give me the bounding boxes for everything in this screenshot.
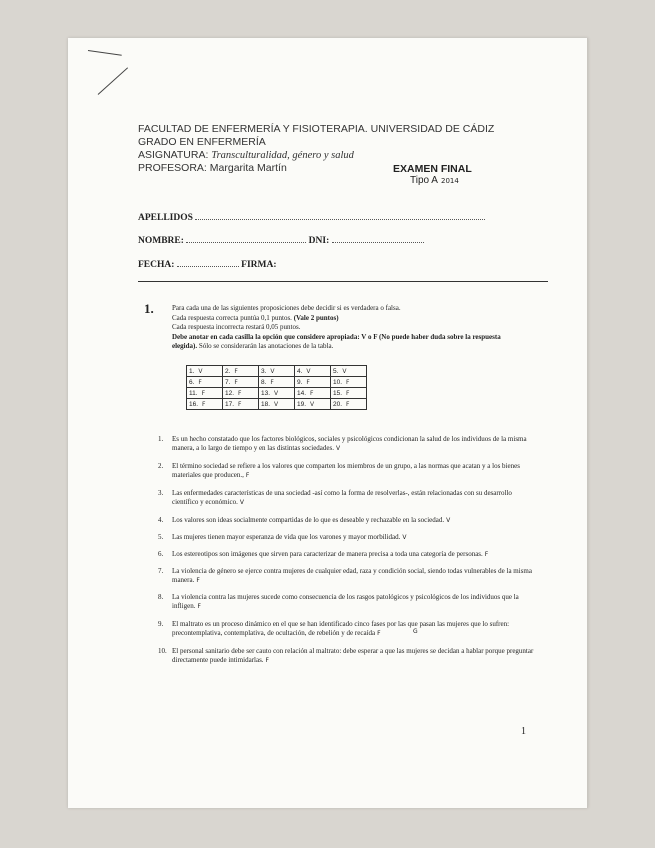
instruction-3: Cada respuesta incorrecta restará 0,05 puntos.	[172, 323, 301, 331]
statement-item	[158, 647, 534, 665]
instruction-4-bold: Debe anotar en cada casilla la opción que considere apropiada: V o F (No puede haber duda sobre la respuesta elegida).	[172, 332, 501, 350]
answer-cell[interactable]	[295, 388, 331, 399]
answer-cell-number: 4.	[297, 367, 303, 375]
statement-number: 8.	[158, 593, 164, 601]
answer-cell[interactable]	[259, 377, 295, 388]
statement-number: 2.	[158, 462, 164, 470]
subject-value: Transculturalidad, género y salud	[211, 150, 354, 161]
answer-cell[interactable]	[331, 399, 367, 410]
answer-cell-number: 1.	[189, 367, 195, 375]
statement-number: 10.	[158, 647, 167, 655]
answer-cell-number: 19.	[297, 400, 307, 408]
statement-number: 3.	[158, 489, 164, 497]
answer-cell-mark: F	[306, 378, 310, 386]
answer-cell-number: 17.	[225, 400, 235, 408]
answer-cell-mark: V	[342, 367, 347, 375]
answer-cell[interactable]	[223, 399, 259, 410]
statement-item	[158, 435, 534, 453]
statement-number: 6.	[158, 550, 164, 558]
answer-cell-number: 6.	[189, 378, 195, 386]
statement-handwritten-answer: F	[196, 577, 200, 584]
answer-cell[interactable]	[259, 399, 295, 410]
answer-cell-number: 16.	[189, 400, 199, 408]
statement-text: Los estereotipos son imágenes que sirven para caracterizar de manera precisa a toda una categoría de personas.	[172, 550, 483, 558]
answer-grid-row	[187, 377, 367, 388]
answer-cell[interactable]	[295, 399, 331, 410]
answer-cell[interactable]	[223, 388, 259, 399]
statement-text: La violencia de género se ejerce contra mujeres de cualquier edad, raza y condición social, siendo todas vulnerables de la misma manera.	[172, 567, 532, 584]
statement-item	[158, 489, 534, 507]
statement-handwritten-answer: V	[336, 445, 341, 452]
answer-cell[interactable]	[223, 366, 259, 377]
answer-cell-number: 3.	[261, 367, 267, 375]
statement-handwritten-answer: V	[446, 517, 451, 524]
statement-text: Los valores son ideas socialmente compartidas de lo que es deseable y rechazable en la sociedad.	[172, 516, 445, 524]
answer-cell-number: 10.	[333, 378, 343, 386]
answer-cell-mark: F	[198, 378, 202, 386]
answer-cell[interactable]	[187, 366, 223, 377]
answer-cell-mark: F	[346, 389, 350, 397]
scan-mark	[98, 67, 128, 95]
apellidos-field	[138, 211, 485, 223]
statement-handwritten-answer: V	[239, 499, 245, 506]
statement-item	[158, 620, 534, 638]
answer-cell-mark: F	[270, 378, 274, 386]
answer-cell-mark: F	[346, 400, 350, 408]
answer-cell-number: 13.	[261, 389, 271, 397]
nombre-field	[138, 234, 424, 246]
answer-cell-number: 18.	[261, 400, 271, 408]
answer-cell-mark: F	[234, 367, 238, 375]
instruction-5: Sólo se considerarán las anotaciones de la tabla.	[198, 342, 334, 350]
faculty-line: FACULTAD DE ENFERMERÍA Y FISIOTERAPIA. UNIVERSIDAD DE CÁDIZ	[138, 123, 495, 135]
professor-line	[138, 162, 287, 175]
answer-cell-mark: F	[238, 389, 242, 397]
statement-handwritten-answer: F	[484, 551, 489, 558]
statement-item	[158, 550, 534, 559]
statement-number: 4.	[158, 516, 164, 524]
page-edge	[587, 38, 588, 808]
statement-item	[158, 533, 534, 542]
dni-blank[interactable]	[332, 234, 424, 243]
answer-cell-mark: F	[310, 389, 314, 397]
statement-number: 1.	[158, 435, 164, 443]
exam-page	[68, 38, 588, 808]
exam-type	[410, 175, 459, 186]
answer-cell-mark: V	[270, 367, 275, 375]
statement-text: El personal sanitario debe ser cauto con relación al maltrato: debe esperar a que las mujeres se decidan a hablar porque preguntar directamente puede intimidarlas.	[172, 647, 534, 664]
statement-list	[158, 435, 534, 665]
answer-cell-number: 20.	[333, 400, 343, 408]
dni-label: DNI:	[308, 236, 330, 246]
answer-cell-mark: V	[274, 389, 279, 397]
instruction-2b: (Vale 2 puntos)	[293, 313, 339, 322]
instruction-2	[172, 314, 502, 324]
exam-type-handwritten: 2014	[440, 177, 459, 185]
firma-label: FIRMA:	[241, 260, 277, 270]
statement-text: La violencia contra las mujeres sucede como consecuencia de los rasgos patológicos y psicológicos de los individuos que la infligen.	[172, 593, 519, 610]
answer-cell-number: 9.	[297, 378, 303, 386]
statement-item	[158, 593, 534, 611]
answer-cell[interactable]	[259, 388, 295, 399]
answer-cell-mark: V	[198, 367, 203, 375]
answer-grid-row	[187, 388, 367, 399]
statement-text: El maltrato es un proceso dinámico en el que se han identificado cinco fases por las que pasan las mujeres que lo sufren: precontemplativa, contemplativa, de ocultación, de rebelión y de recaída	[172, 620, 510, 637]
statement-number: 5.	[158, 533, 164, 541]
statement-handwritten-answer: V	[402, 534, 407, 541]
answer-cell-number: 14.	[297, 389, 307, 397]
nombre-blank[interactable]	[186, 234, 306, 243]
answer-cell[interactable]	[187, 399, 223, 410]
professor-value: Margarita Martín	[209, 162, 287, 174]
answer-cell-number: 2.	[225, 367, 231, 375]
answer-cell-mark: F	[234, 378, 238, 386]
instruction-2a: Cada respuesta correcta puntúa 0,1 puntos.	[172, 313, 292, 322]
degree-line: GRADO EN ENFERMERÍA	[138, 136, 266, 148]
instruction-1: Para cada una de las siguientes proposiciones debe decidir si es verdadera o falsa.	[172, 304, 401, 312]
statement-text: Las mujeres tienen mayor esperanza de vida que los varones y mayor morbilidad.	[172, 533, 401, 541]
answer-grid-row	[187, 399, 367, 410]
statement-item	[158, 462, 534, 480]
statement-item	[158, 516, 534, 525]
answer-cell-number: 5.	[333, 367, 339, 375]
answer-cell-mark: F	[346, 378, 350, 386]
question-number: 1.	[144, 301, 154, 316]
apellidos-blank[interactable]	[195, 211, 485, 220]
page-number: 1	[521, 726, 526, 737]
statement-handwritten-answer: F	[197, 603, 201, 610]
exam-type-label: Tipo A	[410, 175, 438, 186]
answer-cell-mark: F	[238, 400, 242, 408]
professor-label: PROFESORA:	[138, 162, 207, 174]
apellidos-label: APELLIDOS	[138, 213, 193, 223]
answer-cell-number: 12.	[225, 389, 235, 397]
answer-cell-mark: V	[306, 367, 311, 375]
exam-title: EXAMEN FINAL	[393, 163, 472, 175]
answer-cell[interactable]	[295, 377, 331, 388]
subject-label: ASIGNATURA:	[138, 149, 209, 161]
statement-handwritten-answer: F	[245, 472, 250, 479]
stray-handwritten-mark: G	[413, 628, 418, 635]
instruction-4	[172, 333, 502, 352]
header-divider	[138, 281, 548, 282]
statement-text: Es un hecho constatado que los factores biológicos, sociales y psicológicos condicionan la salud de los individuos de la misma manera, a lo largo de tiempo y en las distintas sociedades.	[172, 435, 527, 452]
fecha-label: FECHA:	[138, 260, 175, 270]
statement-text: El término sociedad se refiere a los valores que comparten los miembros de un grupo, a las normas que acatan y a los bienes materiales que producen.,	[172, 462, 520, 479]
answer-cell[interactable]	[187, 388, 223, 399]
answer-cell-number: 15.	[333, 389, 343, 397]
answer-cell-number: 7.	[225, 378, 231, 386]
answer-cell[interactable]	[259, 366, 295, 377]
answer-cell-number: 8.	[261, 378, 267, 386]
answer-cell-mark: F	[202, 400, 206, 408]
answer-cell-mark: V	[274, 400, 279, 408]
statement-handwritten-answer: F	[265, 657, 269, 664]
answer-cell-mark: F	[201, 389, 206, 397]
statement-handwritten-answer: F	[377, 630, 381, 637]
subject-line	[138, 149, 354, 162]
statement-text: Las enfermedades características de una sociedad -así como la forma de resolverlas-, están relacionadas con su desarrollo científico y económico.	[172, 489, 512, 506]
answer-cell-mark: V	[310, 400, 315, 408]
answer-cell[interactable]	[187, 377, 223, 388]
scan-mark	[88, 50, 122, 56]
statement-number: 9.	[158, 620, 164, 628]
fecha-blank[interactable]	[177, 258, 239, 267]
nombre-label: NOMBRE:	[138, 236, 184, 246]
answer-cell[interactable]	[331, 366, 367, 377]
answer-cell[interactable]	[331, 388, 367, 399]
answer-cell-number: 11.	[189, 389, 198, 397]
statement-number: 7.	[158, 567, 164, 575]
answer-cell[interactable]	[223, 377, 259, 388]
answer-grid	[186, 365, 367, 410]
answer-cell[interactable]	[295, 366, 331, 377]
answer-cell[interactable]	[331, 377, 367, 388]
question-instructions	[172, 304, 502, 352]
statement-item	[158, 567, 534, 585]
answer-grid-row	[187, 366, 367, 377]
fecha-field	[138, 258, 277, 270]
